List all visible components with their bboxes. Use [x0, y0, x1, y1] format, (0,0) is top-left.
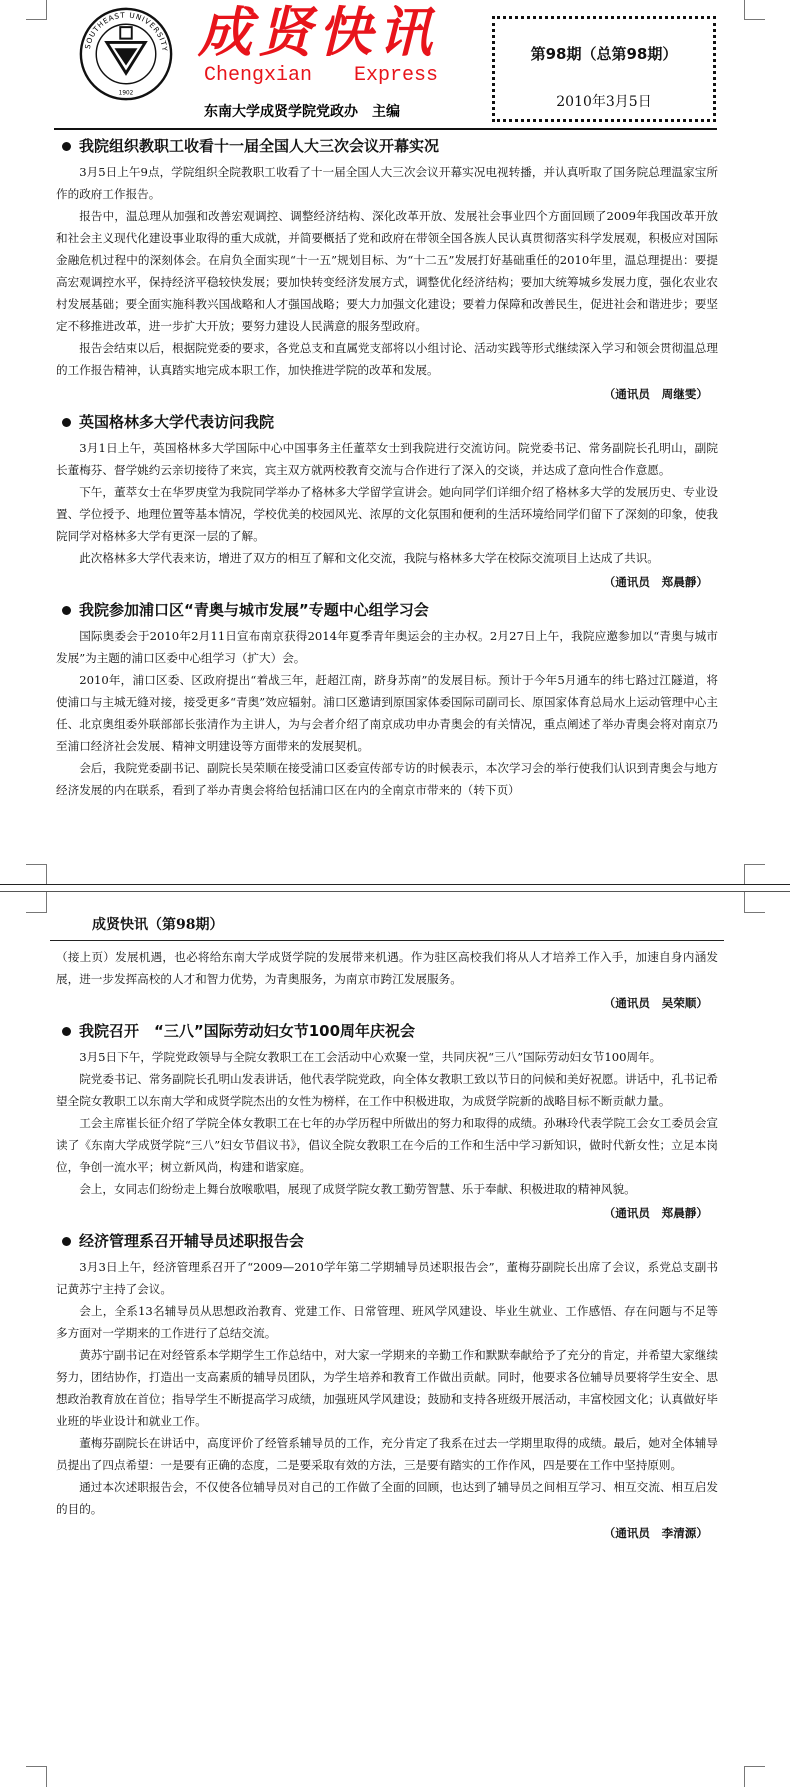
article-title: 我院参加浦口区“青奥与城市发展”专题中心组学习会: [79, 601, 429, 619]
article-title: 经济管理系召开辅导员述职报告会: [79, 1232, 305, 1250]
article-paragraph: 会上，全系13名辅导员从思想政治教育、党建工作、日常管理、班风学风建设、毕业生就业、工作感悟、存在问题与不足等多方面对一学期来的工作进行了总结交流。: [56, 1304, 718, 1340]
article-heading: [56, 135, 718, 157]
crop-mark: [744, 892, 765, 913]
article-heading: [56, 599, 718, 621]
running-header: 成贤快讯（第98期）: [92, 917, 224, 933]
article-byline: （通讯员 郑晨靜）: [603, 1206, 708, 1220]
svg-text:SOUTHEAST UNIVERSITY: SOUTHEAST UNIVERSITY: [82, 10, 170, 53]
newsletter-page-2: [4, 892, 786, 1788]
page-1-articles: [56, 135, 718, 801]
article-paragraph: 董梅芬副院长在讲话中，高度评价了经管系辅导员的工作，充分肯定了我系在过去一学期里取得的成绩。最后，她对全体辅导员提出了四点希望：一是要有正确的态度，二是要采取有效的方法，三是要有踏实的工作作风，四是要在工作中坚持原则。: [56, 1436, 718, 1472]
article-paragraph: 通过本次述职报告会，不仅使各位辅导员对自己的工作做了全面的回顾，也达到了辅导员之间相互学习、相互交流、相互启发的目的。: [56, 1480, 718, 1516]
article-byline: （通讯员 郑晨靜）: [603, 575, 708, 589]
article: [56, 1230, 718, 1544]
bullet-dot-icon: [62, 1027, 71, 1036]
article: [56, 599, 718, 801]
article-paragraph: 3月1日上午，英国格林多大学国际中心中国事务主任董萃女士到我院进行交流访问。院党委书记、常务副院长孔明山，副院长董梅芬、督学姚约云亲切接待了来宾，宾主双方就两校教育交流与合作进行了深入的交谈，并达成了意向性合作意愿。: [56, 441, 718, 477]
newsletter-page-1: [4, 0, 786, 884]
article: [56, 135, 718, 405]
article-heading: [56, 1020, 718, 1042]
bullet-dot-icon: [62, 418, 71, 427]
masthead-title-en: Chengxian Express: [204, 64, 439, 87]
bullet-dot-icon: [62, 606, 71, 615]
article-paragraph: 工会主席崔长征介绍了学院全体女教职工在七年的办学历程中所做出的努力和取得的成绩。孙琳玲代表学院工会女工委员会宣读了《东南大学成贤学院“三八”妇女节倡议书》，倡议全院女教职工在今后的工作和生活中学习新知识，做时代新女性；立足本岗位，争创一流水平；树立新风尚，构建和谐家庭。: [56, 1116, 718, 1174]
article-title: 我院召开 “三八”国际劳动妇女节100周年庆祝会: [79, 1022, 416, 1040]
article-continuation: （接上页）发展机遇，也必将给东南大学成贤学院的发展带来机遇。作为驻区高校我们将从人才培养工作入手，加速自身内涵发展，进一步发挥高校的人才和智力优势，为青奥服务，为南京市跨江发展服务。: [56, 950, 718, 986]
article: [56, 1020, 718, 1224]
article-paragraph: 报告会结束以后，根据院党委的要求，各党总支和直属党支部将以小组讨论、活动实践等形式继续深入学习和领会贯彻温总理的工作报告精神，认真踏实地完成本职工作，加快推进学院的改革和发展。: [56, 341, 718, 377]
article-paragraph: 3月5日上午9点，学院组织全院教职工收看了十一届全国人大三次会议开幕实况电视转播，并认真听取了国务院总理温家宝所作的政府工作报告。: [56, 165, 718, 201]
article-heading: [56, 411, 718, 433]
crop-mark: [744, 1766, 765, 1787]
issue-box: [492, 16, 716, 122]
article-heading: [56, 1230, 718, 1252]
masthead-rule: [54, 128, 717, 130]
crop-mark: [26, 892, 47, 913]
article-paragraph: 会后，我院党委副书记、副院长吴荣顺在接受浦口区委宣传部专访的时候表示，本次学习会的举行使我们认识到青奥会与地方经济发展的内在联系，看到了举办青奥会将给包括浦口区在内的全南京市带来的（转下页）: [56, 761, 718, 797]
page-break: [0, 884, 790, 892]
page-2-articles: [56, 946, 718, 1550]
article-paragraph: 国际奥委会于2010年2月11日宣布南京获得2014年夏季青年奥运会的主办权。2月27日上午，我院应邀参加以“青奥与城市发展”为主题的浦口区委中心组学习（扩大）会。: [56, 629, 718, 665]
masthead: [4, 0, 786, 140]
masthead-editor: 东南大学成贤学院党政办 主编: [204, 104, 400, 120]
article-paragraph: 2010年，浦口区委、区政府提出“着战三年，赶超江南，跻身苏南”的发展目标。预计于今年5月通车的纬七路过江隧道，将使浦口与主城无缝对接，接受更多“青奥”效应辐射。浦口区邀请到原国家体委国际司副司长、原国家体育总局水上运动管理中心主任、北京奥组委外联部部长张清作为主讲人，为与会者介绍了南京成功申办青奥会的有关情况，重点阐述了举办青奥会将对南京乃至浦口经济社会发展、精神文明建设等方面带来的发展契机。: [56, 673, 718, 753]
article-paragraph: 下午，董萃女士在华罗庚堂为我院同学举办了格林多大学留学宣讲会。她向同学们详细介绍了格林多大学的发展历史、专业设置、学位授予、地理位置等基本情况，学校优美的校园风光、浓厚的文化氛围和便利的生活环境给同学们留下了深刻的印象，使我院同学对格林多大学有更深一层的了解。: [56, 485, 718, 543]
article-byline: （通讯员 吴荣顺）: [603, 996, 708, 1010]
issue-number: 第98期（总第98期）: [530, 45, 678, 63]
article-byline: （通讯员 李清源）: [603, 1526, 708, 1540]
article-title: 我院组织教职工收看十一届全国人大三次会议开幕实况: [79, 137, 440, 155]
bullet-dot-icon: [62, 1237, 71, 1246]
article-byline: （通讯员 周继雯）: [603, 387, 708, 401]
crop-mark: [744, 864, 765, 885]
header-rule: [50, 940, 724, 941]
crop-mark: [26, 1766, 47, 1787]
article-paragraph: 3月3日上午，经济管理系召开了“2009—2010学年第二学期辅导员述职报告会”，董梅芬副院长出席了会议，系党总支副书记黄苏宁主持了会议。: [56, 1260, 718, 1296]
article-paragraph: 黄苏宁副书记在对经管系本学期学生工作总结中，对大家一学期来的辛勤工作和默默奉献给予了充分的肯定，并希望大家继续努力，团结协作，打造出一支高素质的辅导员团队，为学生培养和教育工作做出贡献。同时，他要求各位辅导员要将学生安全、思想政治教育放在首位；指导学生不断提高学习成绩，加强班风学风建设；鼓励和支持各班级开展活动，丰富校园文化；认真做好毕业班的毕业设计和就业工作。: [56, 1348, 718, 1428]
article-paragraph: 会上，女同志们纷纷走上舞台放喉歌唱，展现了成贤学院女教工勤劳智慧、乐于奉献、积极进取的精神风貌。: [79, 1182, 636, 1196]
article-title: 英国格林多大学代表访问我院: [79, 413, 275, 431]
article: [56, 411, 718, 593]
masthead-title-cn: 成贤快讯: [198, 0, 438, 64]
issue-date: 2010年3月5日: [556, 94, 652, 110]
university-seal-icon: [78, 6, 174, 102]
article-paragraph: 此次格林多大学代表来访，增进了双方的相互了解和文化交流，我院与格林多大学在校际交流项目上达成了共识。: [79, 551, 659, 565]
article-paragraph: 报告中，温总理从加强和改善宏观调控、调整经济结构、深化改革开放、发展社会事业四个方面回顾了2009年我国改革开放和社会主义现代化建设事业取得的重大成就，并简要概括了党和政府在带领全国各族人民认真贯彻落实科学发展观，积极应对国际金融危机过程中的深刻体会。在肩负全面实现“十一五”规划目标、为“十二五”发展打好基础重任的2010年里，温总理提出：要提高宏观调控水平，保持经济平稳较快发展；要加快转变经济发展方式，调整优化经济结构；要加大统筹城乡发展力度，强化农业农村发展基础；要全面实施科教兴国战略和人才强国战略；要大力加强文化建设；要着力保障和改善民生，促进社会和谐进步；要坚定不移推进改革，进一步扩大开放；要努力建设人民满意的服务型政府。: [56, 209, 718, 333]
article-paragraph: 院党委书记、常务副院长孔明山发表讲话，他代表学院党政，向全体女教职工致以节日的问候和美好祝愿。讲话中，孔书记希望全院女教职工以东南大学和成贤学院杰出的女性为榜样，在工作中积极进取，为成贤学院新的战略目标不断贡献力量。: [56, 1072, 718, 1108]
article-paragraph: 3月5日下午，学院党政领导与全院女教职工在工会活动中心欢聚一堂，共同庆祝“三八”国际劳动妇女节100周年。: [79, 1050, 662, 1064]
bullet-dot-icon: [62, 142, 71, 151]
svg-text:1902: 1902: [118, 90, 134, 97]
crop-mark: [26, 864, 47, 885]
